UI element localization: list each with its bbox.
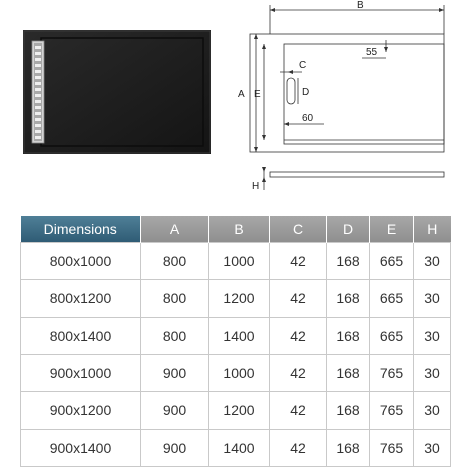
cell-b: 1400: [209, 317, 270, 354]
cell-h: 30: [414, 280, 451, 317]
cell-e: 665: [370, 243, 414, 280]
cell-c: 42: [270, 429, 327, 466]
cell-b: 1200: [209, 280, 270, 317]
cell-e: 665: [370, 317, 414, 354]
label-e: E: [254, 89, 261, 100]
cell-b: 1000: [209, 354, 270, 391]
cell-size: 900x1400: [21, 429, 141, 466]
cell-d: 168: [327, 280, 370, 317]
table-header-row: [21, 216, 451, 243]
tray-body: [23, 30, 211, 154]
cell-d: 168: [327, 354, 370, 391]
cell-a: 800: [141, 243, 209, 280]
cell-size: 800x1000: [21, 243, 141, 280]
cell-h: 30: [414, 354, 451, 391]
cell-b: 1000: [209, 243, 270, 280]
label-b: B: [357, 0, 364, 11]
cell-c: 42: [270, 354, 327, 391]
table-row: [21, 317, 451, 354]
technical-drawing: [228, 0, 468, 200]
header-e: E: [370, 216, 414, 243]
cell-c: 42: [270, 317, 327, 354]
label-55: 55: [366, 47, 378, 58]
label-d: D: [302, 87, 310, 98]
shower-tray-photo: [23, 30, 211, 154]
linear-drain-grate: [32, 41, 44, 143]
cell-d: 168: [327, 429, 370, 466]
label-60: 60: [302, 113, 314, 124]
tray-side-view: [270, 172, 444, 177]
table-row: [21, 429, 451, 466]
cell-a: 900: [141, 429, 209, 466]
table-row: [21, 280, 451, 317]
cell-e: 765: [370, 392, 414, 429]
label-c: C: [299, 60, 307, 71]
table-row: [21, 354, 451, 391]
cell-b: 1200: [209, 392, 270, 429]
header-h: H: [414, 216, 451, 243]
cell-d: 168: [327, 317, 370, 354]
tray-top-view: [250, 34, 444, 152]
dimensions-table: [20, 216, 451, 467]
header-dimensions: Dimensions: [21, 216, 141, 243]
cell-c: 42: [270, 280, 327, 317]
cell-d: 168: [327, 392, 370, 429]
cell-c: 42: [270, 392, 327, 429]
cell-a: 800: [141, 317, 209, 354]
table-row: [21, 243, 451, 280]
table-row: [21, 392, 451, 429]
cell-a: 800: [141, 280, 209, 317]
header-b: B: [209, 216, 270, 243]
cell-e: 665: [370, 280, 414, 317]
cell-h: 30: [414, 317, 451, 354]
drain-slot: [287, 78, 295, 104]
cell-size: 900x1000: [21, 354, 141, 391]
cell-size: 900x1200: [21, 392, 141, 429]
label-h: H: [252, 181, 260, 192]
cell-c: 42: [270, 243, 327, 280]
cell-h: 30: [414, 392, 451, 429]
label-a: A: [238, 89, 245, 100]
header-c: C: [270, 216, 327, 243]
cell-a: 900: [141, 392, 209, 429]
header-d: D: [327, 216, 370, 243]
header-a: A: [141, 216, 209, 243]
cell-a: 900: [141, 354, 209, 391]
cell-e: 765: [370, 429, 414, 466]
cell-h: 30: [414, 429, 451, 466]
cell-e: 765: [370, 354, 414, 391]
cell-size: 800x1200: [21, 280, 141, 317]
cell-size: 800x1400: [21, 317, 141, 354]
cell-h: 30: [414, 243, 451, 280]
cell-d: 168: [327, 243, 370, 280]
cell-b: 1400: [209, 429, 270, 466]
